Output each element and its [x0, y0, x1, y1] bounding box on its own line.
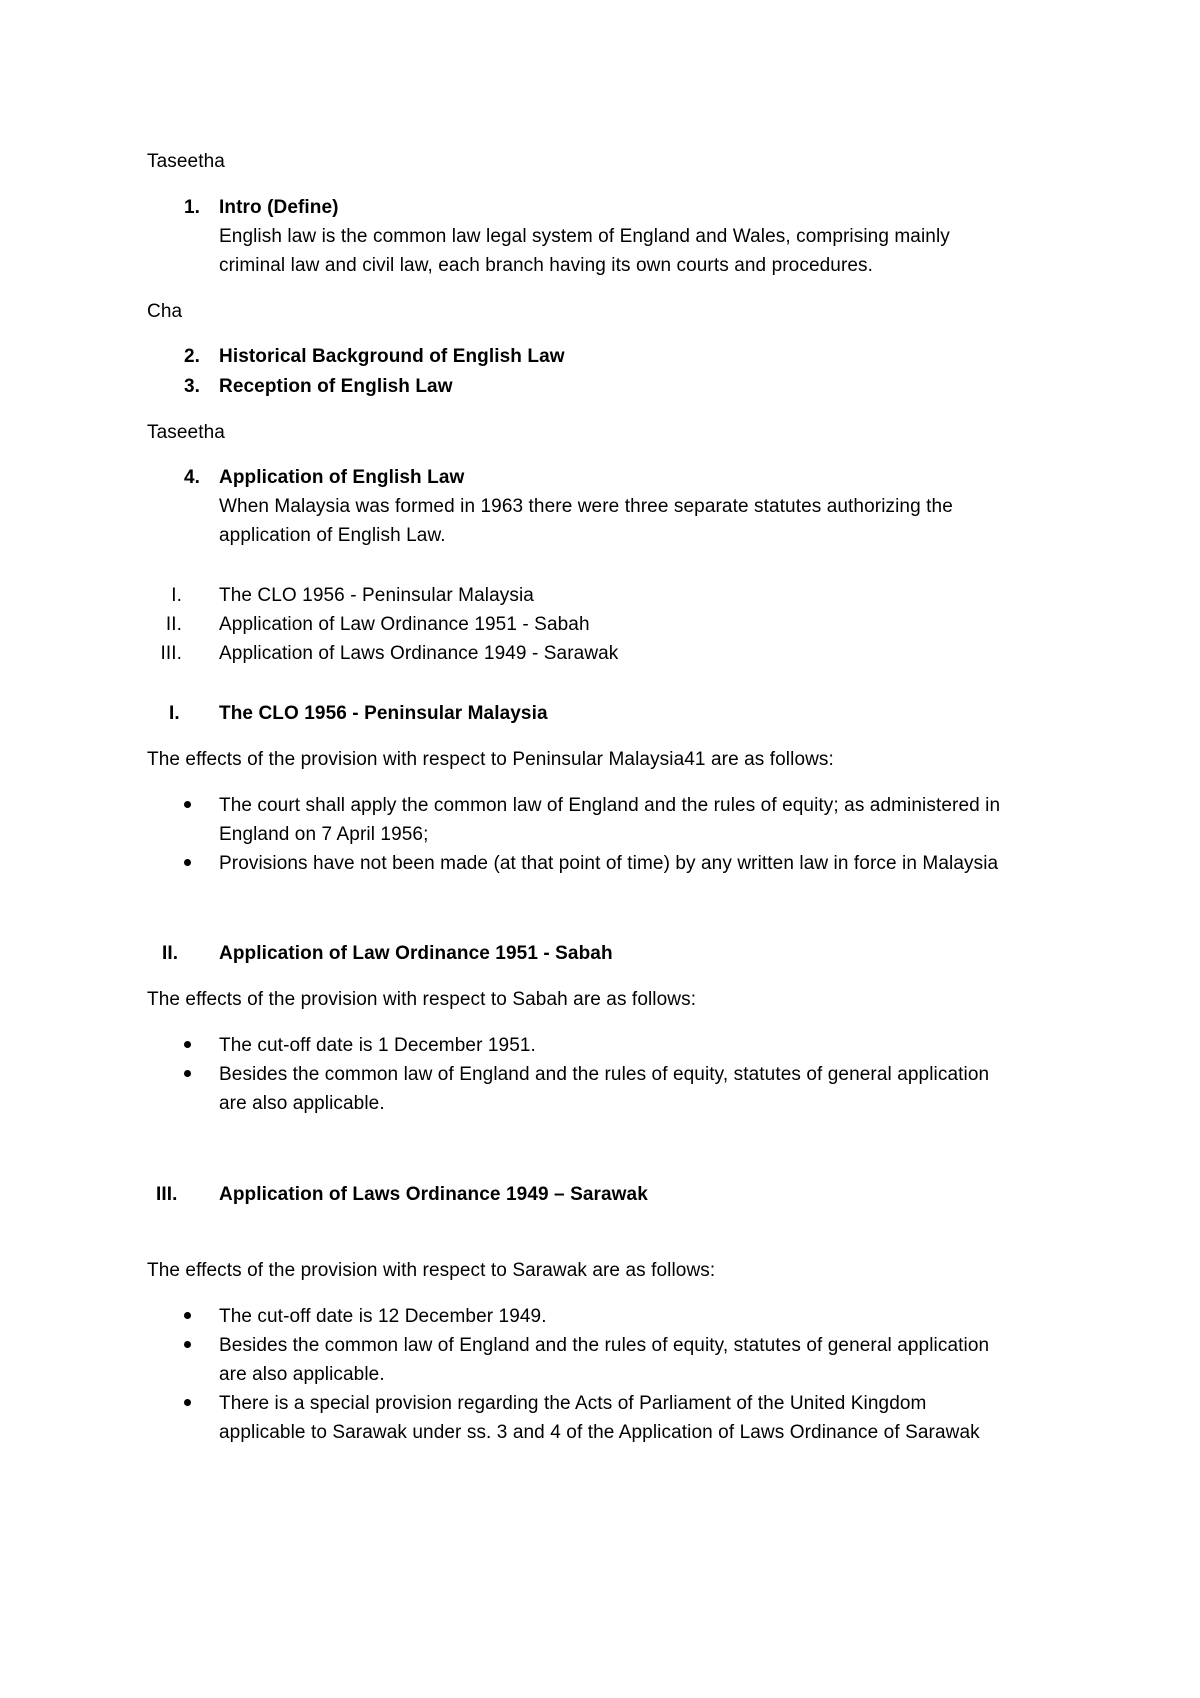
author-label: Taseetha: [147, 422, 225, 443]
paragraph-line: English law is the common law legal system of England and Wales, comprising mainly: [219, 226, 950, 247]
bullet-text: are also applicable.: [219, 1364, 385, 1385]
section-heading: Intro (Define): [219, 197, 339, 218]
list-number: 4.: [183, 467, 200, 488]
bullet-icon: [184, 1399, 191, 1406]
paragraph-line: The effects of the provision with respect to Sabah are as follows:: [147, 989, 697, 1010]
bullet-icon: [184, 1341, 191, 1348]
bullet-icon: [184, 859, 191, 866]
section-heading: Application of English Law: [219, 467, 465, 488]
part-heading: Application of Laws Ordinance 1949 – Sarawak: [219, 1184, 648, 1205]
roman-list-item: Application of Laws Ordinance 1949 - Sarawak: [219, 643, 619, 664]
part-number: III.: [156, 1184, 178, 1205]
part-number: II.: [162, 943, 179, 964]
bullet-text: The cut-off date is 1 December 1951.: [219, 1035, 536, 1056]
paragraph-line: The effects of the provision with respect to Peninsular Malaysia41 are as follows:: [147, 749, 834, 770]
roman-number: II.: [165, 614, 182, 635]
author-label: Taseetha: [147, 151, 225, 172]
bullet-text: England on 7 April 1956;: [219, 824, 429, 845]
paragraph-line: When Malaysia was formed in 1963 there were three separate statutes authorizing the: [219, 496, 953, 517]
paragraph-line: criminal law and civil law, each branch having its own courts and procedures.: [219, 255, 874, 276]
list-number: 3.: [183, 376, 200, 397]
part-heading: Application of Law Ordinance 1951 - Sabah: [219, 943, 613, 964]
bullet-icon: [184, 1041, 191, 1048]
list-number: 1.: [183, 197, 200, 218]
part-number: I.: [169, 703, 180, 724]
roman-number: I.: [171, 585, 182, 606]
list-number: 2.: [183, 346, 200, 367]
bullet-text: applicable to Sarawak under ss. 3 and 4 of the Application of Laws Ordinance of Sarawak: [219, 1422, 980, 1443]
section-heading: Reception of English Law: [219, 376, 453, 397]
bullet-icon: [184, 1070, 191, 1077]
paragraph-line: The effects of the provision with respect to Sarawak are as follows:: [147, 1260, 716, 1281]
author-label: Cha: [147, 301, 183, 322]
roman-number: III.: [160, 643, 182, 664]
bullet-text: There is a special provision regarding the Acts of Parliament of the United Kingdom: [219, 1393, 927, 1414]
bullet-text: are also applicable.: [219, 1093, 385, 1114]
bullet-text: Provisions have not been made (at that point of time) by any written law in force in Malaysia: [219, 853, 999, 874]
bullet-icon: [184, 1312, 191, 1319]
bullet-icon: [184, 801, 191, 808]
bullet-text: The cut-off date is 12 December 1949.: [219, 1306, 547, 1327]
bullet-text: Besides the common law of England and the rules of equity, statutes of general application: [219, 1335, 990, 1356]
bullet-text: Besides the common law of England and the rules of equity, statutes of general application: [219, 1064, 990, 1085]
part-heading: The CLO 1956 - Peninsular Malaysia: [219, 703, 548, 724]
section-heading: Historical Background of English Law: [219, 346, 565, 367]
paragraph-line: application of English Law.: [219, 525, 446, 546]
roman-list-item: Application of Law Ordinance 1951 - Sabah: [219, 614, 590, 635]
roman-list-item: The CLO 1956 - Peninsular Malaysia: [219, 585, 534, 606]
bullet-text: The court shall apply the common law of England and the rules of equity; as administered in: [219, 795, 1001, 816]
